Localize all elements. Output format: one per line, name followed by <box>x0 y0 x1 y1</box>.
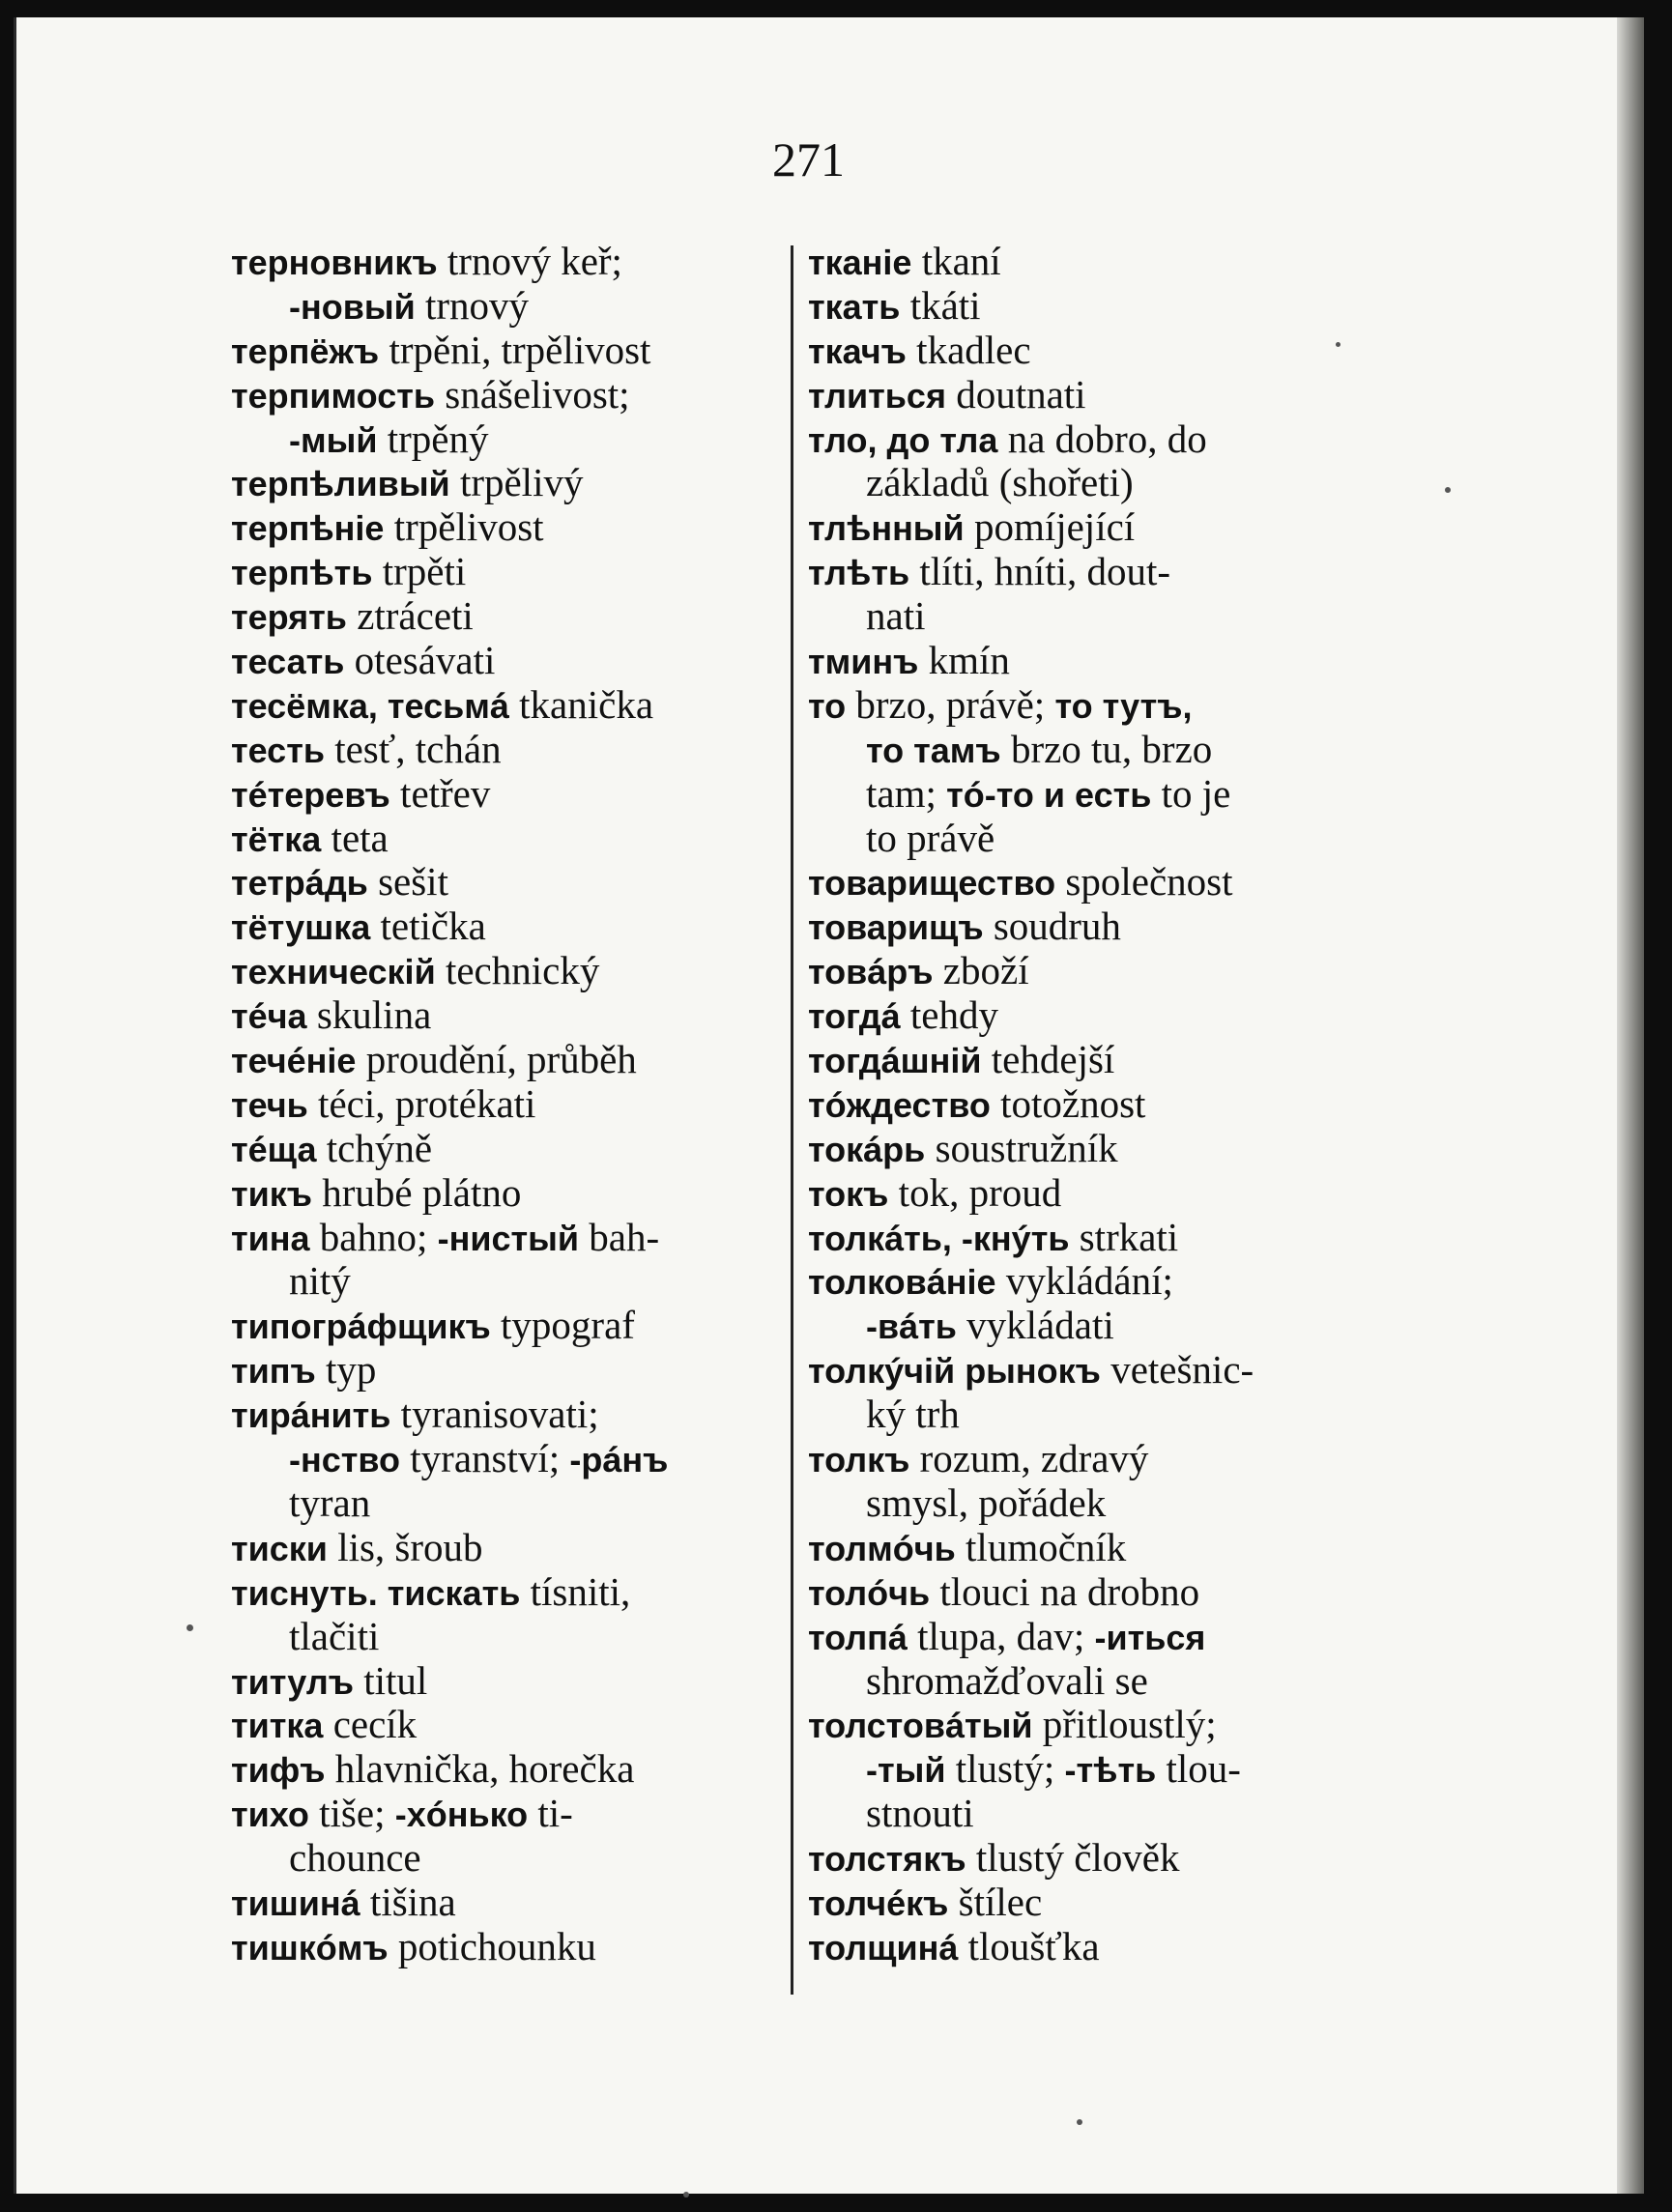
entry-headword: тесать <box>231 642 345 682</box>
entry-translation: soudruh <box>983 904 1121 949</box>
entry-headword: тифъ <box>231 1750 326 1791</box>
entry-headword: тихо <box>231 1795 309 1835</box>
entry-headword: типогрáфщикъ <box>231 1307 491 1347</box>
speck <box>1077 2119 1082 2125</box>
entry-translation: tesť, tchán <box>324 726 502 771</box>
entry-line <box>231 240 801 284</box>
entry-translation: smysl, pořádek <box>866 1479 1107 1525</box>
entry-line <box>231 1792 801 1836</box>
entry-translation: trpělivost <box>384 504 544 550</box>
entry-line <box>808 860 1388 905</box>
entry-translation: tyran <box>289 1479 371 1525</box>
entry-line <box>808 594 1388 639</box>
entry-line <box>231 1747 801 1792</box>
entry-line <box>808 1304 1388 1348</box>
entry-translation: sešit <box>367 859 448 905</box>
entry-translation: rozum, zdravý <box>909 1436 1149 1481</box>
entry-line <box>231 817 801 861</box>
entry-translation: trnový <box>415 282 530 328</box>
entry-headword: терновникъ <box>231 243 438 282</box>
entry-translation: ký trh <box>866 1392 960 1437</box>
right-column <box>808 240 1388 1969</box>
entry-translation: nati <box>866 593 926 639</box>
entry-headword: титулъ <box>231 1661 354 1702</box>
entry-line <box>231 1703 801 1747</box>
entry-translation: stnouti <box>866 1791 974 1836</box>
entry-headword: -рáнъ <box>569 1440 669 1480</box>
entry-line <box>231 550 801 594</box>
entry-line <box>231 1304 801 1348</box>
entry-headword: толчéкъ <box>808 1882 949 1923</box>
entry-line <box>808 949 1388 993</box>
entry-translation: nitý <box>289 1258 351 1304</box>
entry-headword: тло, до тла <box>808 419 998 460</box>
entry-translation: tlačiti <box>289 1613 380 1658</box>
entry-line <box>231 1393 801 1437</box>
entry-headword: тиснуть. тискать <box>231 1572 521 1613</box>
entry-translation: cecík <box>323 1702 418 1747</box>
entry-headword: то <box>808 685 847 726</box>
entry-headword: то тутъ, <box>1054 685 1193 726</box>
entry-line <box>231 905 801 949</box>
entry-translation: hrubé plátno <box>312 1169 522 1215</box>
entry-translation: přitloustlý; <box>1032 1702 1217 1747</box>
entry-line <box>808 240 1388 284</box>
entry-line <box>808 772 1388 817</box>
entry-headword: тётка <box>231 819 322 859</box>
column-divider <box>791 245 793 1995</box>
entry-headword: тётушка <box>231 907 371 948</box>
entry-headword: толпá <box>808 1617 908 1657</box>
entry-line <box>808 1659 1388 1704</box>
entry-headword: толщинá <box>808 1927 959 1968</box>
entry-translation: vetešnic- <box>1100 1347 1254 1393</box>
entry-headword: толмóчь <box>808 1528 956 1568</box>
entry-line <box>231 505 801 550</box>
entry-headword: токъ <box>808 1173 889 1214</box>
entry-line <box>808 1792 1388 1836</box>
entry-translation: chounce <box>289 1835 421 1881</box>
entry-line <box>808 1836 1388 1881</box>
entry-headword: толстякъ <box>808 1839 966 1880</box>
entry-headword: толковáніе <box>808 1262 996 1303</box>
entry-headword: -хóнько <box>394 1795 529 1835</box>
entry-headword: толкъ <box>808 1440 910 1480</box>
entry-translation: tetřev <box>389 770 491 816</box>
entry-translation: vykládání; <box>995 1258 1173 1304</box>
entry-headword: тирáнить <box>231 1395 391 1436</box>
entry-line <box>808 905 1388 949</box>
entry-headword: тлѣть <box>808 553 910 593</box>
speck <box>187 1624 193 1631</box>
entry-headword: толкáть, -кнýть <box>808 1218 1070 1258</box>
entry-headword: тесёмка, тесьмá <box>231 685 509 726</box>
entry-line <box>808 1481 1388 1526</box>
entry-headword: тлиться <box>808 375 946 416</box>
entry-translation: tloušťka <box>958 1923 1100 1968</box>
entry-line <box>808 1526 1388 1570</box>
entry-headword: тогдáшній <box>808 1041 982 1081</box>
entry-headword: тикъ <box>231 1173 313 1214</box>
entry-line <box>808 417 1388 462</box>
entry-headword: тесть <box>231 730 325 770</box>
entry-headword: тлѣнный <box>808 508 965 549</box>
entry-headword: товáръ <box>808 952 934 992</box>
entry-headword: терпѣніе <box>231 508 385 549</box>
entry-headword: толстовáтый <box>808 1706 1033 1746</box>
entry-translation: tchýně <box>316 1125 433 1170</box>
entry-headword: тишкóмъ <box>231 1927 389 1968</box>
entry-headword: -нистый <box>437 1218 580 1258</box>
entry-line <box>231 1171 801 1216</box>
entry-headword: тканіе <box>808 243 912 282</box>
entry-line <box>808 373 1388 417</box>
entry-headword: тминъ <box>808 642 919 682</box>
entry-translation: brzo tu, brzo <box>1000 726 1213 771</box>
entry-line <box>808 639 1388 683</box>
entry-translation: tlíti, hníti, dout- <box>909 549 1171 594</box>
entry-translation: tlupa, dav; <box>907 1613 1095 1658</box>
entry-headword: тогдá <box>808 996 901 1037</box>
entry-line <box>808 728 1388 772</box>
entry-translation: zboží <box>933 948 1029 993</box>
entry-line <box>231 1348 801 1393</box>
entry-translation: trpěný <box>377 416 489 461</box>
entry-line <box>808 1082 1388 1127</box>
entry-line <box>231 1259 801 1304</box>
entry-headword: тó-то и есть <box>946 774 1152 815</box>
entry-headword: товарищъ <box>808 907 984 948</box>
entry-line <box>808 1615 1388 1659</box>
entry-translation: tiše; <box>308 1791 395 1836</box>
speck <box>1445 487 1451 493</box>
entry-line <box>231 639 801 683</box>
entry-line <box>808 505 1388 550</box>
entry-headword: то тамъ <box>866 730 1001 770</box>
entry-translation: tyranství; <box>400 1436 570 1481</box>
entry-headword: тéтеревъ <box>231 774 390 815</box>
entry-headword: -мый <box>289 419 378 460</box>
entry-line <box>808 817 1388 861</box>
entry-line <box>231 860 801 905</box>
entry-line <box>808 1881 1388 1925</box>
entry-headword: тишинá <box>231 1882 360 1923</box>
entry-translation: bahno; <box>309 1214 438 1259</box>
entry-translation: proudění, průběh <box>356 1037 637 1082</box>
entry-translation: trpěni, trpělivost <box>379 327 651 372</box>
entry-translation: tetička <box>370 904 486 949</box>
entry-headword: товарищество <box>808 863 1056 904</box>
entry-translation: tehdejší <box>981 1037 1115 1082</box>
entry-line <box>231 993 801 1038</box>
entry-translation: soustružník <box>925 1125 1118 1170</box>
entry-line <box>808 1171 1388 1216</box>
entry-translation: ti- <box>528 1791 573 1836</box>
entry-translation: lis, šroub <box>327 1524 483 1569</box>
entry-line <box>231 1437 801 1481</box>
page-number: 271 <box>772 132 845 187</box>
entry-translation: tkáti <box>900 282 981 328</box>
entry-line <box>231 1659 801 1704</box>
entry-translation: tehdy <box>900 992 998 1038</box>
entry-line <box>231 1570 801 1615</box>
entry-headword: терять <box>231 597 347 638</box>
entry-line <box>231 417 801 462</box>
entry-translation: tok, proud <box>888 1169 1062 1215</box>
entry-line <box>808 284 1388 329</box>
entry-headword: токáрь <box>808 1129 926 1169</box>
entry-translation: společnost <box>1055 859 1233 905</box>
entry-translation: tyranisovati; <box>390 1392 599 1437</box>
entry-line <box>231 949 801 993</box>
entry-translation: doutnati <box>945 371 1086 417</box>
entry-translation: tkaní <box>911 239 1001 283</box>
entry-translation: trnový keř; <box>437 239 622 283</box>
entry-translation: vykládati <box>956 1303 1114 1348</box>
entry-line <box>231 329 801 373</box>
entry-translation: štílec <box>948 1879 1043 1924</box>
entry-line <box>231 1127 801 1171</box>
dictionary-page <box>14 17 1644 2194</box>
entry-headword: титка <box>231 1706 324 1746</box>
entry-headword: толкýчій рынокъ <box>808 1351 1101 1392</box>
entry-line <box>808 683 1388 728</box>
entry-line <box>808 1925 1388 1969</box>
entry-translation: brzo, právě; <box>846 681 1055 727</box>
entry-line <box>231 1615 801 1659</box>
entry-translation: tlustý člověk <box>966 1835 1180 1881</box>
entry-headword: тéща <box>231 1129 317 1169</box>
entry-translation: snášelivost; <box>434 371 630 417</box>
entry-translation: téci, protékati <box>307 1080 536 1126</box>
entry-headword: течéніе <box>231 1041 357 1081</box>
entry-translation: typograf <box>490 1303 635 1348</box>
entry-translation: tkadlec <box>906 327 1031 372</box>
entry-headword: терпимость <box>231 375 435 416</box>
entry-line <box>231 373 801 417</box>
entry-translation: trpělivý <box>449 460 584 505</box>
speck <box>683 2192 689 2198</box>
entry-headword: терпѣливый <box>231 464 450 504</box>
entry-translation: typ <box>315 1347 377 1393</box>
entry-line <box>808 1437 1388 1481</box>
entry-headword: техническій <box>231 952 436 992</box>
entry-headword: ткачъ <box>808 330 907 371</box>
entry-translation: základů (shořeti) <box>866 460 1134 505</box>
entry-line <box>231 772 801 817</box>
entry-line <box>808 1259 1388 1304</box>
entry-line <box>808 1127 1388 1171</box>
entry-line <box>231 1082 801 1127</box>
entry-headword: -тый <box>866 1750 946 1791</box>
entry-line <box>808 1570 1388 1615</box>
entry-headword: терпѣть <box>231 553 373 593</box>
entry-line <box>231 728 801 772</box>
entry-headword: ткать <box>808 286 901 327</box>
entry-line <box>231 1038 801 1082</box>
entry-headword: тóждество <box>808 1084 991 1125</box>
entry-headword: -тѣть <box>1064 1750 1157 1791</box>
entry-line <box>808 1703 1388 1747</box>
entry-translation: tlustý; <box>945 1746 1065 1792</box>
entry-translation: tlumočník <box>955 1524 1127 1569</box>
page-edge-shadow <box>1617 17 1644 2194</box>
entry-translation: tam; <box>866 770 947 816</box>
entry-line <box>231 1881 801 1925</box>
entry-line <box>808 550 1388 594</box>
entry-line <box>231 594 801 639</box>
entry-headword: толóчь <box>808 1572 931 1613</box>
entry-translation: totožnost <box>990 1080 1146 1126</box>
entry-headword: -вáть <box>866 1307 957 1347</box>
entry-line <box>231 1925 801 1969</box>
entry-line <box>808 329 1388 373</box>
entry-translation: kmín <box>918 638 1010 683</box>
entry-line <box>231 1216 801 1260</box>
entry-headword: течь <box>231 1084 308 1125</box>
entry-line <box>231 1836 801 1881</box>
entry-headword: -иться <box>1094 1617 1206 1657</box>
entry-translation: to právě <box>866 815 995 860</box>
entry-translation: tlou- <box>1156 1746 1241 1792</box>
entry-line <box>808 993 1388 1038</box>
entry-line <box>808 461 1388 505</box>
entry-line <box>231 461 801 505</box>
entry-line <box>231 284 801 329</box>
speck <box>1336 342 1340 347</box>
entry-translation: tkanička <box>508 681 654 727</box>
entry-translation: to je <box>1151 770 1231 816</box>
entry-line <box>231 1526 801 1570</box>
entry-headword: тéча <box>231 996 307 1037</box>
entry-translation: potichounku <box>388 1923 596 1968</box>
entry-translation: titul <box>353 1657 428 1703</box>
entry-line <box>808 1747 1388 1792</box>
entry-headword: тетрáдь <box>231 863 368 904</box>
entry-translation: shromažďovali se <box>866 1657 1148 1703</box>
entry-translation: pomíjející <box>964 504 1136 550</box>
entry-line <box>808 1038 1388 1082</box>
left-column <box>231 240 801 1969</box>
entry-translation: ztráceti <box>346 593 474 639</box>
entry-headword: -нство <box>289 1440 401 1480</box>
entry-translation: otesávati <box>344 638 496 683</box>
entry-line <box>231 1481 801 1526</box>
entry-translation: bah- <box>579 1214 660 1259</box>
entry-translation: skulina <box>306 992 432 1038</box>
entry-line <box>808 1216 1388 1260</box>
entry-line <box>808 1393 1388 1437</box>
entry-translation: teta <box>321 815 389 860</box>
entry-translation: tlouci na drobno <box>930 1568 1200 1614</box>
entry-headword: -новый <box>289 286 416 327</box>
entry-translation: tišina <box>360 1879 456 1924</box>
entry-line <box>808 1348 1388 1393</box>
entry-translation: technický <box>435 948 600 993</box>
entry-translation: hlavnička, horečka <box>325 1746 635 1792</box>
entry-line <box>231 683 801 728</box>
entry-translation: na dobro, do <box>997 416 1207 461</box>
entry-headword: типъ <box>231 1351 316 1392</box>
entry-translation: trpěti <box>372 549 467 594</box>
entry-headword: тина <box>231 1218 310 1258</box>
entry-translation: tísniti, <box>520 1568 631 1614</box>
entry-headword: тиски <box>231 1528 328 1568</box>
entry-translation: strkati <box>1069 1214 1179 1259</box>
entry-headword: терпёжъ <box>231 330 380 371</box>
